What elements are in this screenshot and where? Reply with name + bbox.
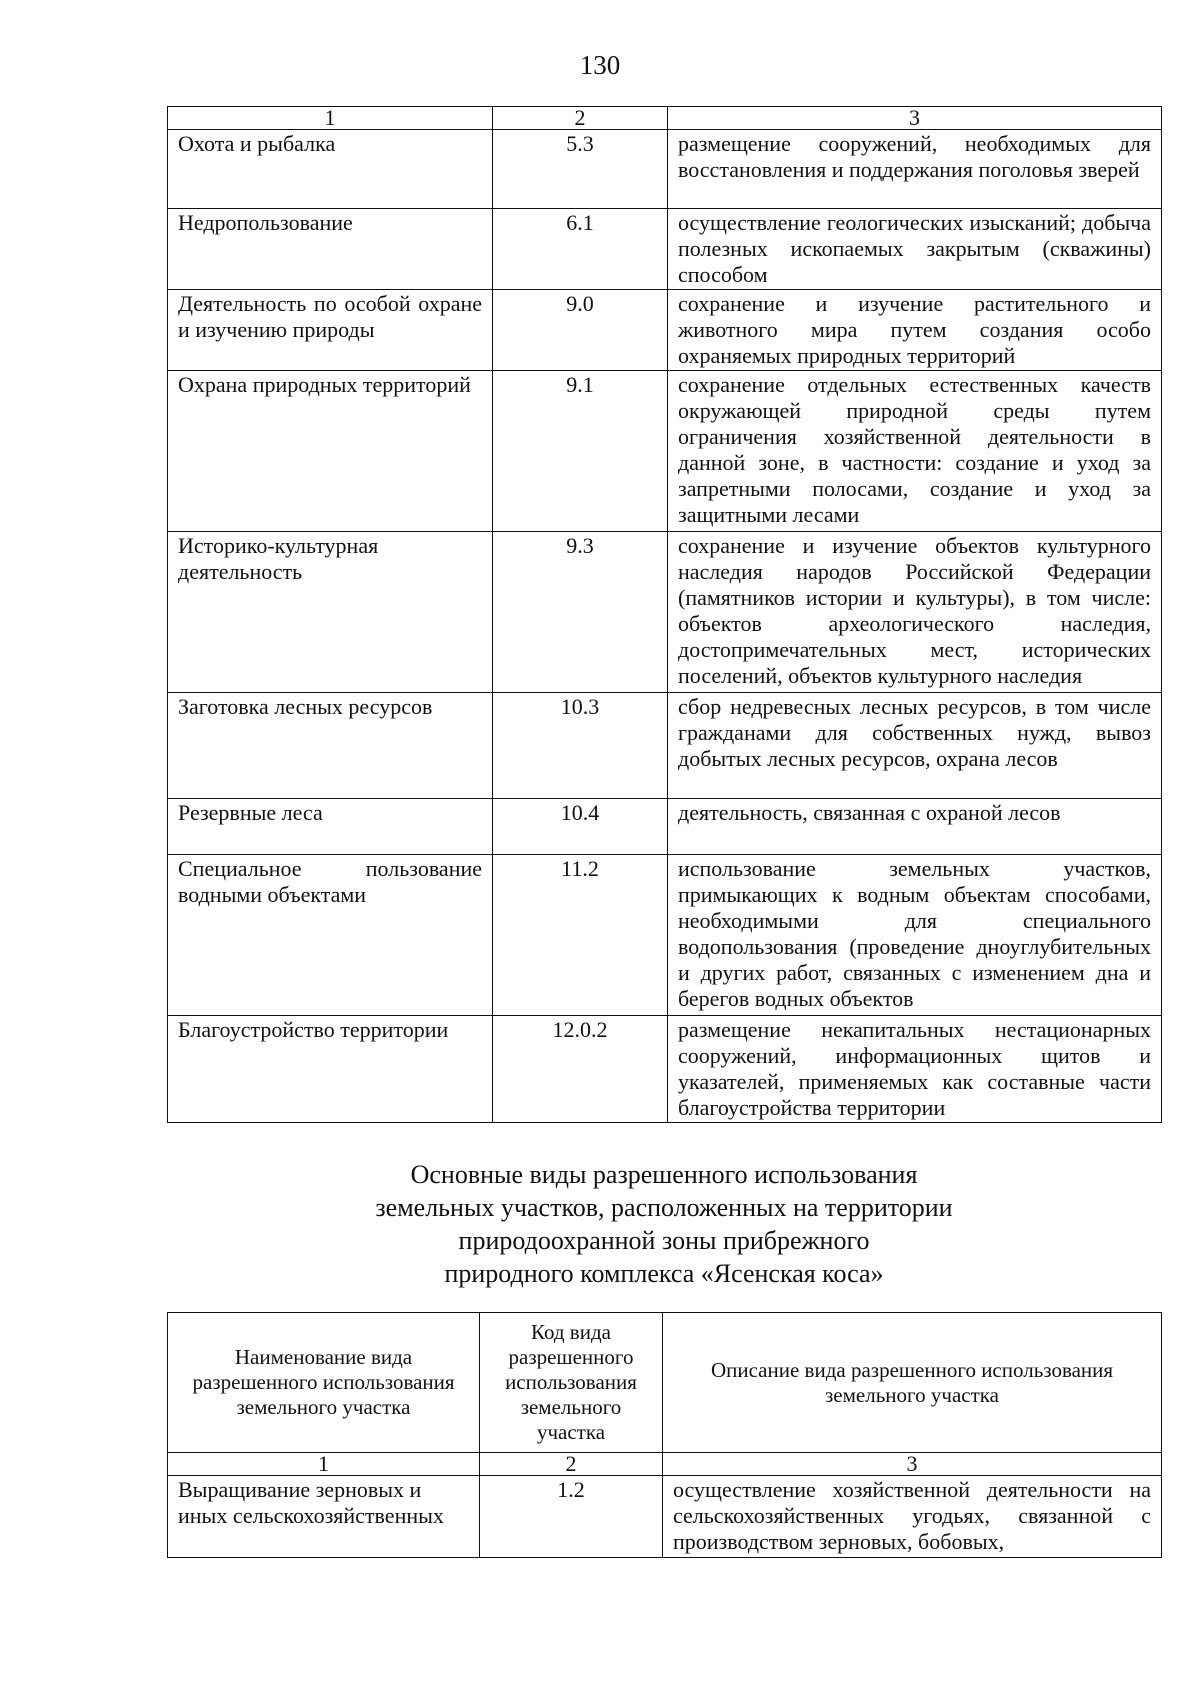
use-description: использование земельных участков, примыкающих к водным объектам способами, необходимыми для специального водопользования (проведение дноуглубительных и других работ, связанных с изменением дна и берегов водных объектов xyxy=(668,855,1162,1016)
use-code: 10.4 xyxy=(493,799,668,855)
use-description: сохранение отдельных естественных качеств окружающей природной среды путем ограничения хозяйственной деятельности в данной зоне, в частности: создание и уход за запретными полосами, создание и уход за защитными лесами xyxy=(668,371,1162,532)
use-name: Деятельность по особой охране и изучению природы xyxy=(168,290,493,371)
use-name: Заготовка лесных ресурсов xyxy=(168,693,493,799)
column-number-row xyxy=(168,107,1162,130)
header-use-name: Наименование вида разрешенного использования земельного участка xyxy=(168,1313,480,1453)
use-name: Охрана природных территорий xyxy=(168,371,493,532)
use-description: сохранение и изучение растительного и животного мира путем создания особо охраняемых природных территорий xyxy=(668,290,1162,371)
use-code: 6.1 xyxy=(493,209,668,290)
table-row xyxy=(168,371,1162,532)
use-description: сбор недревесных лесных ресурсов, в том числе гражданами для собственных нужд, вывоз добытых лесных ресурсов, охрана лесов xyxy=(668,693,1162,799)
section-title-line: Основные виды разрешенного использования xyxy=(410,1160,918,1189)
column-number: 3 xyxy=(663,1453,1162,1476)
use-description: осуществление хозяйственной деятельности на сельскохозяйственных угодьях, связанной с производством зерновых, бобовых, xyxy=(663,1476,1162,1558)
table-row xyxy=(168,130,1162,209)
section-title-line: природоохранной зоны прибрежного xyxy=(458,1226,870,1255)
column-number-row xyxy=(168,1453,1162,1476)
table-row xyxy=(168,1476,1162,1558)
column-number: 2 xyxy=(493,107,668,130)
use-name: Историко-культурная деятельность xyxy=(168,532,493,693)
table-row xyxy=(168,1016,1162,1123)
header-row xyxy=(168,1313,1162,1453)
use-name: Недропользование xyxy=(168,209,493,290)
table-row xyxy=(168,855,1162,1016)
use-code: 10.3 xyxy=(493,693,668,799)
use-code: 9.3 xyxy=(493,532,668,693)
section-title-line: земельных участков, расположенных на территории xyxy=(375,1193,953,1222)
column-number: 1 xyxy=(168,107,493,130)
use-description: размещение некапитальных нестационарных сооружений, информационных щитов и указателей, применяемых как составные части благоустройства территории xyxy=(668,1016,1162,1123)
use-description: сохранение и изучение объектов культурного наследия народов Российской Федерации (памятников истории и культуры), в том числе: объектов археологического наследия, достопримечательных мест, исторических поселений, объектов культурного наследия xyxy=(668,532,1162,693)
use-code: 12.0.2 xyxy=(493,1016,668,1123)
header-use-description: Описание вида разрешенного использования земельного участка xyxy=(663,1313,1162,1453)
permitted-use-table xyxy=(167,1452,1162,1558)
use-name: Специальное пользование водными объектами xyxy=(168,855,493,1016)
column-number: 3 xyxy=(668,107,1162,130)
use-code: 9.0 xyxy=(493,290,668,371)
table-row xyxy=(168,693,1162,799)
use-code: 5.3 xyxy=(493,130,668,209)
section-title-line: природного комплекса «Ясенская коса» xyxy=(444,1259,884,1288)
use-description: осуществление геологических изысканий; добыча полезных ископаемых закрытым (скважины) способом xyxy=(668,209,1162,290)
use-code: 1.2 xyxy=(480,1476,663,1558)
table-row xyxy=(168,290,1162,371)
use-name: Благоустройство территории xyxy=(168,1016,493,1123)
permitted-use-table-continued xyxy=(167,106,1162,1123)
table-row xyxy=(168,799,1162,855)
use-code: 9.1 xyxy=(493,371,668,532)
use-name: Охота и рыбалка xyxy=(168,130,493,209)
column-number: 1 xyxy=(168,1453,480,1476)
use-description: деятельность, связанная с охраной лесов xyxy=(668,799,1162,855)
permitted-use-table-header xyxy=(167,1312,1162,1453)
column-number: 2 xyxy=(480,1453,663,1476)
use-code: 11.2 xyxy=(493,855,668,1016)
use-name: Резервные леса xyxy=(168,799,493,855)
table-row xyxy=(168,209,1162,290)
table-row xyxy=(168,532,1162,693)
section-title xyxy=(167,1158,1161,1290)
use-description: размещение сооружений, необходимых для восстановления и поддержания поголовья зверей xyxy=(668,130,1162,209)
header-use-code: Код вида разрешенного использования земельного участка xyxy=(480,1313,663,1453)
use-name: Выращивание зерновых и иных сельскохозяйственных xyxy=(168,1476,480,1558)
page-number: 130 xyxy=(579,50,621,80)
